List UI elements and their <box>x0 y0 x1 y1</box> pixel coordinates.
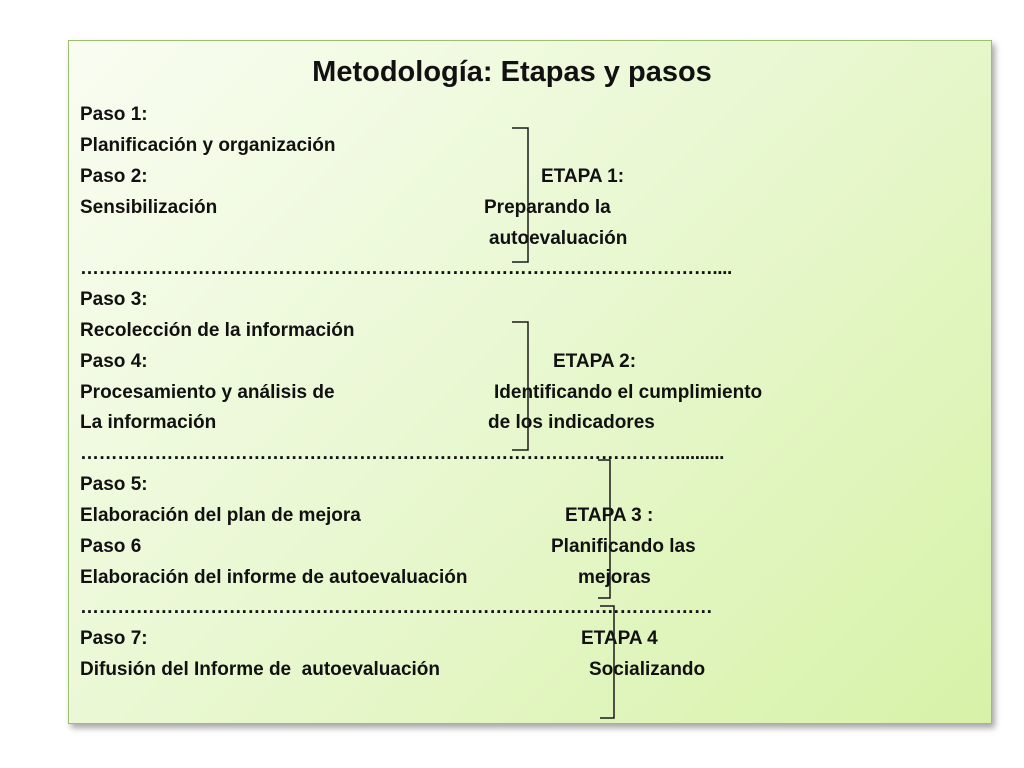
etapa-2-title: ETAPA 2: <box>553 351 637 372</box>
separator-3: ………………………………………………………………………………………… <box>80 597 713 618</box>
etapa-4-title: ETAPA 4 <box>581 628 658 649</box>
etapa-2-line-2: de los indicadores <box>488 412 655 433</box>
etapa-2-line-1: Identificando el cumplimiento <box>494 382 763 403</box>
paso-6-text: Elaboración del informe de autoevaluación <box>80 567 468 588</box>
etapa-1-title: ETAPA 1: <box>541 166 625 187</box>
paso-4-text: Procesamiento y análisis de <box>80 382 335 403</box>
paso-1-text: Planificación y organización <box>80 135 336 156</box>
page-title: Metodología: Etapas y pasos <box>312 56 712 88</box>
paso-7-label: Paso 7: <box>80 628 148 649</box>
paso-4-label: Paso 4: <box>80 351 148 372</box>
separator-1: ………………………………………………………………………………………….... <box>80 258 732 279</box>
paso-5-label: Paso 5: <box>80 474 148 495</box>
etapa-3-line-2: mejoras <box>578 567 651 588</box>
etapa-3-title: ETAPA 3 : <box>565 505 654 526</box>
paso-1-label: Paso 1: <box>80 104 148 125</box>
paso-3-label: Paso 3: <box>80 289 148 310</box>
etapa-1-line-1: Preparando la <box>484 197 611 218</box>
paso-2-label: Paso 2: <box>80 166 148 187</box>
paso-7-text: Difusión del Informe de autoevaluación <box>80 659 440 680</box>
separator-2: …………………………………………………………………………………….......... <box>80 443 724 464</box>
etapa-3-line-1: Planificando las <box>551 536 696 557</box>
paso-3-text: Recolección de la información <box>80 320 355 341</box>
paso-4-text-2: La información <box>80 412 217 433</box>
etapa-4-line-1: Socializando <box>589 659 706 680</box>
paso-2-text: Sensibilización <box>80 197 218 218</box>
paso-5-text: Elaboración del plan de mejora <box>80 505 361 526</box>
paso-6-label: Paso 6 <box>80 536 142 557</box>
etapa-1-line-2: autoevaluación <box>489 228 628 249</box>
